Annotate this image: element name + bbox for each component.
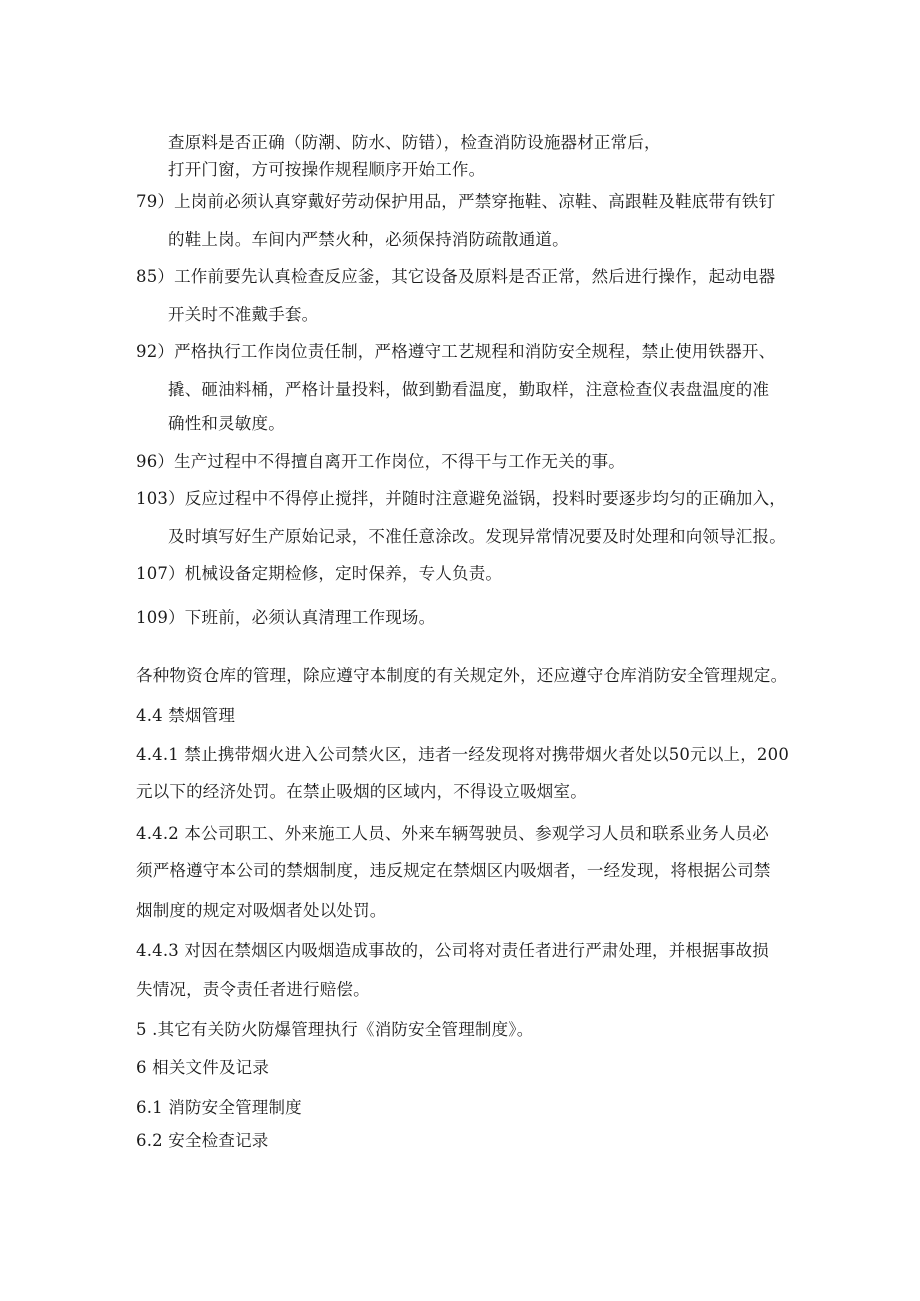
paragraph-line: 打开门窗，方可按操作规程顺序开始工作。: [168, 160, 486, 179]
item-number: 103）: [136, 489, 185, 508]
paragraph-line: 失情况，责令责任者进行赔偿。: [136, 980, 370, 999]
list-item: 6.1 消防安全管理制度: [136, 1098, 302, 1117]
item-text: 上岗前必须认真穿戴好劳动保护用品，严禁穿拖鞋、凉鞋、高跟鞋及鞋底带有铁钉: [174, 192, 776, 211]
item-number: 107）: [136, 564, 185, 583]
list-item-109: [136, 607, 435, 629]
paragraph-line: 须严格遵守本公司的禁烟制度，违反规定在禁烟区内吸烟者，一经发现，将根据公司禁: [136, 861, 771, 880]
list-item-96: [136, 451, 625, 473]
item-text: 机械设备定期检修，定时保养，专人负责。: [184, 564, 503, 583]
list-item-85: [136, 266, 775, 288]
paragraph-line: 的鞋上岗。车间内严禁火种，必须保持消防疏散通道。: [168, 230, 569, 249]
item-number: 92）: [136, 342, 175, 361]
list-item-92: [136, 341, 775, 363]
paragraph-line: 4.4.3 对因在禁烟区内吸烟造成事故的，公司将对责任者进行严肃处理，并根据事故损: [136, 941, 769, 960]
item-text: 下班前，必须认真清理工作现场。: [184, 608, 436, 627]
paragraph-line: 查原料是否正确（防潮、防水、防错），检查消防设施器材正常后，: [168, 133, 661, 152]
item-text: 生产过程中不得擅自离开工作岗位，不得干与工作无关的事。: [174, 452, 626, 471]
list-item: 6.2 安全检查记录: [136, 1131, 269, 1150]
list-item-103: [136, 488, 786, 510]
section-heading: 6 相关文件及记录: [136, 1058, 270, 1077]
item-number: 96）: [136, 452, 175, 471]
paragraph-line: 烟制度的规定对吸烟者处以处罚。: [136, 901, 387, 920]
paragraph-line: 撬、砸油料桶，严格计量投料，做到勤看温度，勤取样，注意检查仪表盘温度的准: [168, 380, 770, 399]
paragraph-line: 元以下的经济处罚。在禁止吸烟的区域内，不得设立吸烟室。: [136, 782, 587, 801]
paragraph-line: 确性和灵敏度。: [168, 414, 285, 433]
section-heading: 4.4 禁烟管理: [136, 706, 236, 725]
item-number: 109）: [136, 608, 185, 627]
list-item-107: [136, 563, 502, 585]
paragraph-line: 开关时不准戴手套。: [168, 305, 319, 324]
item-text: 严格执行工作岗位责任制，严格遵守工艺规程和消防安全规程，禁止使用铁器开、: [174, 342, 776, 361]
item-text: 工作前要先认真检查反应釜，其它设备及原料是否正常，然后进行操作，起动电器: [174, 267, 776, 286]
paragraph-line: 4.4.2 本公司职工、外来施工人员、外来车辆驾驶员、参观学习人员和联系业务人员必: [136, 824, 769, 843]
paragraph-line: 5 .其它有关防火防爆管理执行《消防安全管理制度》。: [136, 1020, 534, 1039]
paragraph-line: 4.4.1 禁止携带烟火进入公司禁火区，违者一经发现将对携带烟火者处以50元以上，200: [136, 745, 790, 764]
item-text: 反应过程中不得停止搅拌，并随时注意避免溢锅，投料时要逐步均匀的正确加入，: [184, 489, 786, 508]
list-item-79: [136, 191, 775, 213]
item-number: 79）: [136, 192, 175, 211]
paragraph-line: 及时填写好生产原始记录，不准任意涂改。发现异常情况要及时处理和向领导汇报。: [168, 527, 786, 546]
item-number: 85）: [136, 267, 175, 286]
paragraph-line: 各种物资仓库的管理，除应遵守本制度的有关规定外，还应遵守仓库消防安全管理规定。: [136, 666, 788, 685]
